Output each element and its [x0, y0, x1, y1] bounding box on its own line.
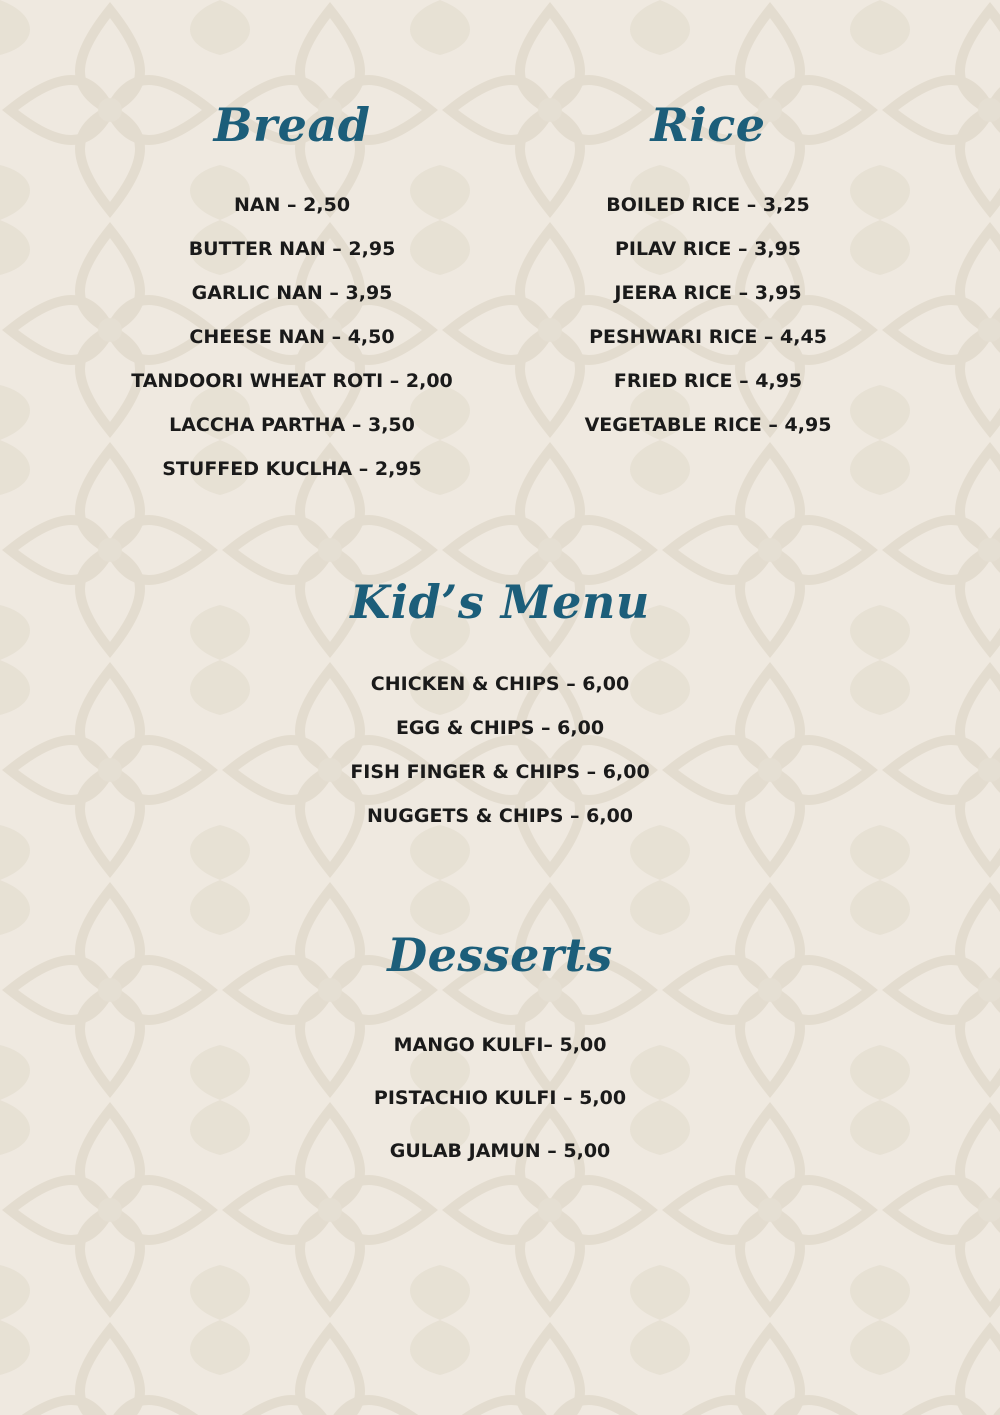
- menu-item: GARLIC NAN – 3,95: [191, 282, 393, 304]
- menu-item: PISTACHIO KULFI – 5,00: [373, 1087, 627, 1109]
- rice-heading: Rice: [650, 98, 766, 152]
- bread-heading: Bread: [213, 98, 371, 152]
- menu-item: LACCHA PARTHA – 3,50: [169, 414, 415, 436]
- menu-item: FRIED RICE – 4,95: [613, 370, 803, 392]
- menu-item: PILAV RICE – 3,95: [614, 238, 802, 260]
- menu-item: STUFFED KUCLHA – 2,95: [162, 458, 422, 480]
- desserts-section: [250, 925, 750, 1178]
- menu-item: BUTTER NAN – 2,95: [188, 238, 396, 260]
- bread-item-list: [92, 183, 492, 491]
- menu-item: JEERA RICE – 3,95: [614, 282, 802, 304]
- kids-menu-section: [250, 572, 750, 838]
- menu-item: EGG & CHIPS – 6,00: [395, 717, 605, 739]
- menu-item: NUGGETS & CHIPS – 6,00: [366, 805, 634, 827]
- menu-item: TANDOORI WHEAT ROTI – 2,00: [131, 370, 453, 392]
- desserts-item-list: [250, 1019, 750, 1178]
- bread-section: [92, 95, 492, 491]
- rice-item-list: [508, 183, 908, 447]
- menu-item: PESHWARI RICE – 4,45: [589, 326, 827, 348]
- rice-section: [508, 95, 908, 447]
- menu-item: CHEESE NAN – 4,50: [189, 326, 395, 348]
- kids-menu-heading: Kid’s Menu: [350, 575, 650, 629]
- menu-item: BOILED RICE – 3,25: [606, 194, 810, 216]
- menu-item: VEGETABLE RICE – 4,95: [584, 414, 832, 436]
- kids-menu-item-list: [250, 662, 750, 838]
- menu-item: CHICKEN & CHIPS – 6,00: [370, 673, 630, 695]
- menu-item: FISH FINGER & CHIPS – 6,00: [350, 761, 650, 783]
- menu-item: MANGO KULFI– 5,00: [393, 1034, 607, 1056]
- menu-item: NAN – 2,50: [233, 194, 351, 216]
- menu-item: GULAB JAMUN – 5,00: [389, 1140, 611, 1162]
- desserts-heading: Desserts: [387, 928, 613, 982]
